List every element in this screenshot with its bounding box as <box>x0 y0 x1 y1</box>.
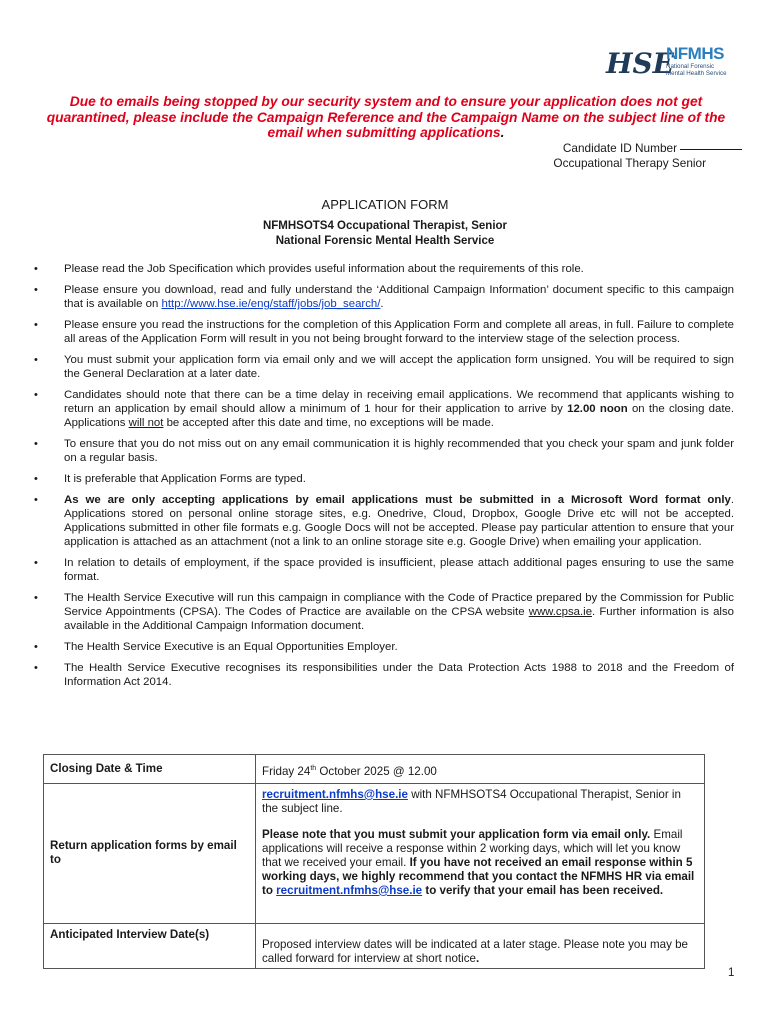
item-text: Please ensure you read the instructions for the completion of this Application Form and complete all areas, in full. Failure to complete all areas of the Application Form will result in you not being brought forward to the interview stage of the selection process. <box>64 319 734 345</box>
campaign-name: NFMHSOTS4 Occupational Therapist, Senior <box>262 220 508 232</box>
table-row <box>44 783 705 923</box>
cell-text: with NFMHSOTS4 Occupational Therapist, Senior in the subject line. <box>262 787 681 815</box>
service-name: National Forensic Mental Health Service <box>275 235 495 247</box>
security-warning <box>30 94 742 141</box>
list-item <box>34 493 734 549</box>
nfmhs-logo-name: NFMHS <box>666 44 724 63</box>
hse-logo-text: HSE <box>606 47 675 80</box>
item-text: The Health Service Executive recognises its responsibilities under the Data Protection Acts 1988 to 2018 and the Freedom of Information Act 2014. <box>64 662 734 688</box>
item-text: In relation to details of employment, if the space provided is insufficient, please attach additional pages ensuring to use the same format. <box>64 557 734 583</box>
cell-text: th <box>310 765 317 772</box>
item-text: . <box>380 298 384 310</box>
candidate-id-row <box>553 141 742 156</box>
list-item <box>34 283 734 311</box>
warning-end: . <box>500 125 505 140</box>
job-search-link[interactable]: http://www.hse.ie/eng/staff/jobs/job_search/ <box>161 298 381 310</box>
list-item <box>34 640 734 654</box>
list-item <box>34 388 734 430</box>
page-number: 1 <box>728 967 735 979</box>
emphasis-text: will not <box>128 417 164 429</box>
item-text: on the closing date. Applications <box>64 403 734 429</box>
cell-text: Email applications will receive a response within 2 working days, which will let you know that we received your email. <box>262 827 683 869</box>
item-text: The Health Service Executive is an Equal Opportunities Employer. <box>64 641 398 653</box>
list-item <box>34 591 734 633</box>
recruitment-email-link[interactable]: recruitment.nfmhs@hse.ie <box>262 787 408 801</box>
list-item <box>34 318 734 346</box>
candidate-id-field[interactable] <box>680 149 742 150</box>
list-item <box>34 437 734 465</box>
recruitment-email-link-2[interactable]: recruitment.nfmhs@hse.ie <box>276 883 423 897</box>
closing-date-value <box>256 755 705 784</box>
cpsa-link[interactable]: www.cpsa.ie <box>528 606 593 618</box>
list-item <box>34 353 734 381</box>
nfmhs-logo-sub-2: Mental Health Service <box>666 70 727 77</box>
instructions-list <box>34 262 734 696</box>
list-item <box>34 472 734 486</box>
format-requirement: As we are only accepting applications by email applications must be submitted in a Microsoft Word format only <box>64 494 731 506</box>
item-text: . Applications stored on personal online storage sites, e.g. Onedrive, Cloud, Dropbox, Google Drive etc will not be accepted. Applications submitted in other file formats e.g. Google Docs will not be accepted. Please pay particular attention to ensure that your application is attached as an attachment (not a link to an online storage site e.g. Google Drive) when emailing your application. <box>64 494 734 548</box>
form-subtitle <box>0 219 770 249</box>
warning-text: Due to emails being stopped by our security system and to ensure your application does not get quarantined, please include the Campaign Reference and the Campaign Name on the subject line of the email when submitting applications <box>46 94 726 140</box>
form-title: APPLICATION FORM <box>321 197 449 212</box>
item-text: It is preferable that Application Forms are typed. <box>64 473 306 485</box>
item-text: Please read the Job Specification which provides useful information about the requirements of this role. <box>64 263 584 275</box>
interview-date-value <box>256 923 705 968</box>
item-text: Candidates should note that there can be a time delay in receiving email applications. We recommend that applicants wishing to return an application by email should allow a minimum of 1 hour for their application to arrive by <box>64 389 734 415</box>
return-email-line <box>262 788 698 816</box>
cell-text: . <box>475 951 480 965</box>
table-row <box>44 755 705 784</box>
cell-text: If you have not received an email response within 5 working days, we highly recommend that you contact the NFMHS HR via email to <box>262 855 695 897</box>
header-logos <box>604 44 744 80</box>
deadline-time: 12.00 noon <box>567 403 628 415</box>
item-text: be accepted after this date and time, no exceptions will be made. <box>163 417 494 429</box>
return-forms-value <box>256 783 705 923</box>
list-item <box>34 556 734 584</box>
nfmhs-logo-subtitle <box>666 63 746 77</box>
return-note <box>262 828 698 898</box>
closing-date-label: Closing Date & Time <box>44 755 256 784</box>
cell-text: Please note that you must submit your application form via email only. <box>262 827 651 841</box>
table-row <box>44 923 705 968</box>
item-text: . Further information is also available in the Additional Campaign Information document. <box>64 606 734 632</box>
candidate-block <box>553 141 742 170</box>
item-text: To ensure that you do not miss out on any email communication it is highly recommended that you check your spam and junk folder on a regular basis. <box>64 438 734 464</box>
candidate-id-label: Candidate ID Number <box>562 141 677 155</box>
candidate-role: Occupational Therapy Senior <box>553 155 706 170</box>
application-info-table <box>43 754 705 969</box>
hse-logo <box>604 46 675 80</box>
nfmhs-logo-sub-1: National Forensic <box>666 63 715 70</box>
item-text: You must submit your application form via email only and we will accept the application form unsigned. You will be required to sign the General Declaration at a later date. <box>64 354 734 380</box>
list-item <box>34 262 734 276</box>
cell-text: Proposed interview dates will be indicated at a later stage. Please note you may be called forward for interview at short notice <box>262 937 688 965</box>
list-item <box>34 661 734 689</box>
item-text: The Health Service Executive will run this campaign in compliance with the Code of Practice prepared by the Commission for Public Service Appointments (CPSA). The Codes of Practice are available on the CPSA website <box>64 592 734 618</box>
cell-text: October 2025 @ 12.00 <box>316 764 437 778</box>
interview-date-label: Anticipated Interview Date(s) <box>44 923 256 968</box>
return-forms-label: Return application forms by email to <box>44 783 256 923</box>
item-text: Please ensure you download, read and fully understand the ‘Additional Campaign Information’ document specific to this campaign that is available on <box>64 284 734 310</box>
cell-text: to verify that your email has been received. <box>422 883 664 897</box>
cell-text: Friday 24 <box>262 764 311 778</box>
